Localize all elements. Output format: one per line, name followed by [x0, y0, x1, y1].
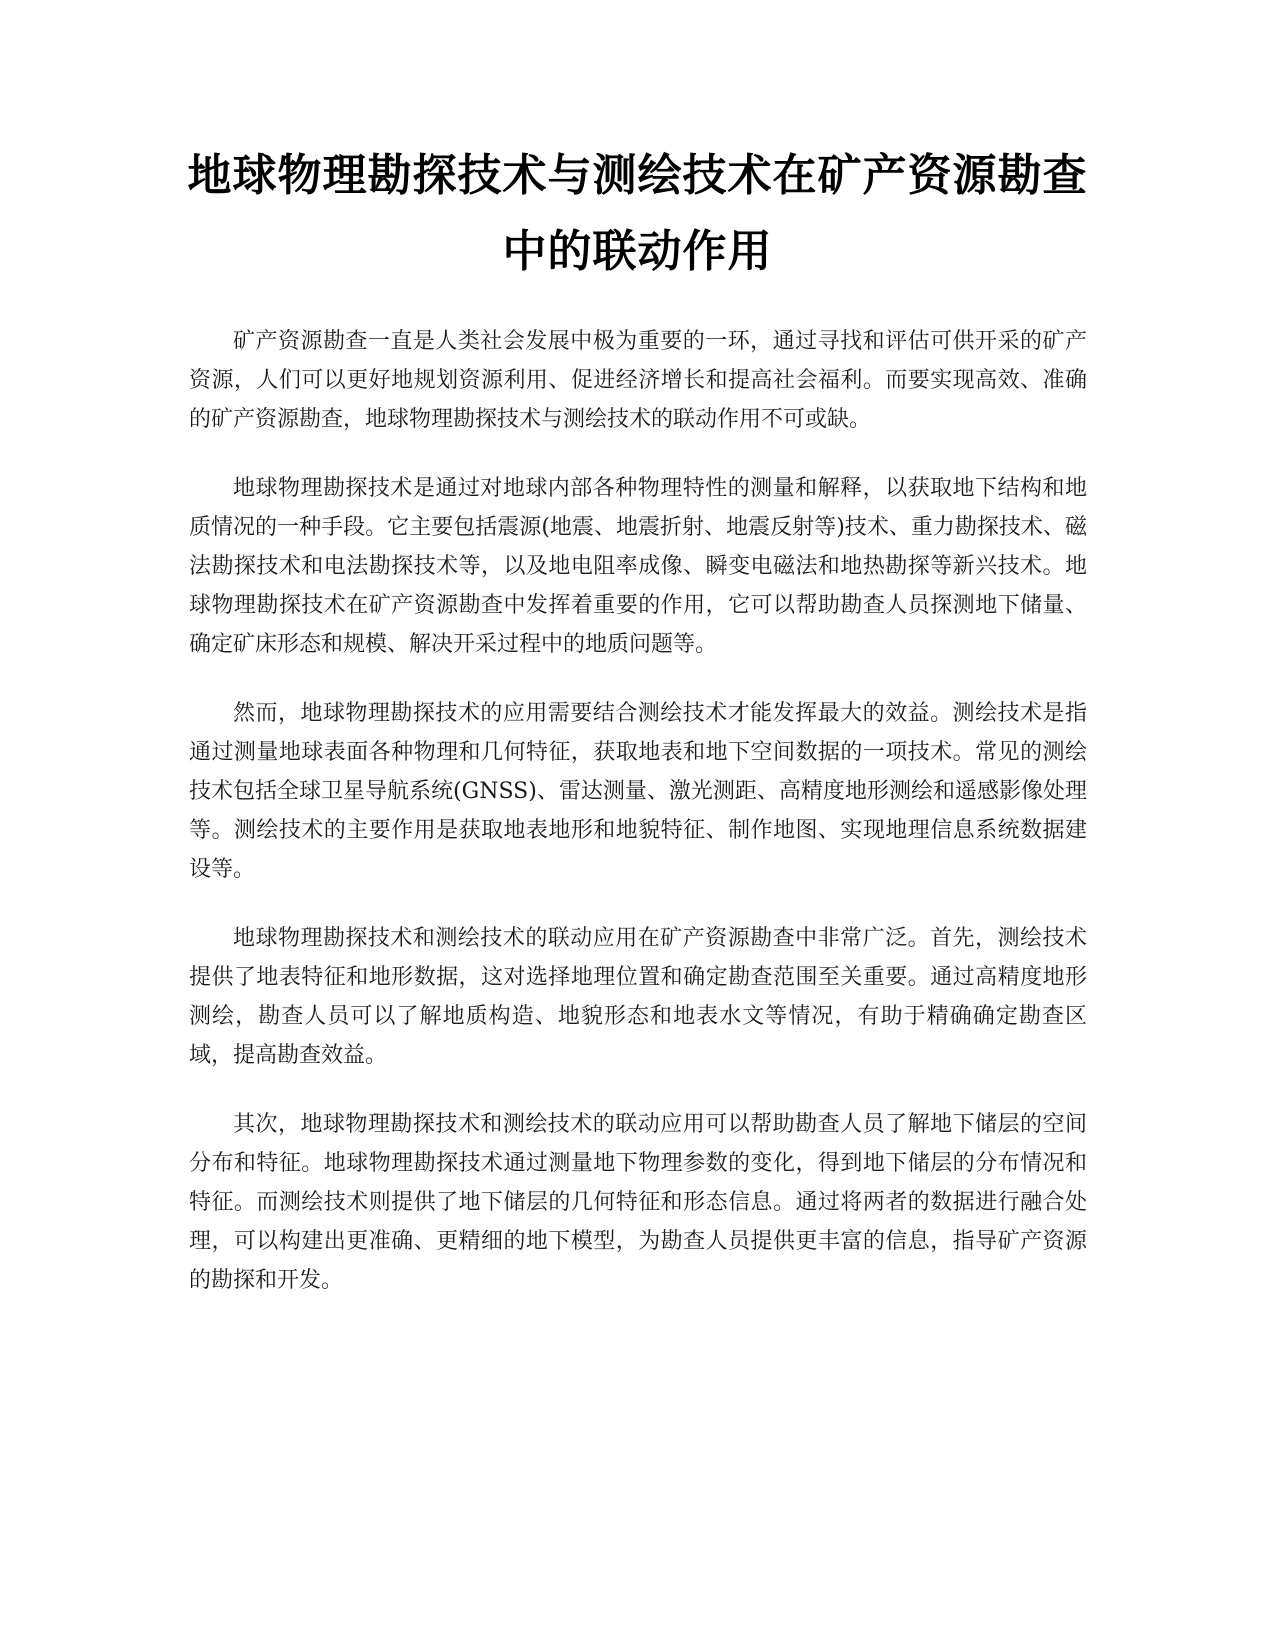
paragraph-5: 其次，地球物理勘探技术和测绘技术的联动应用可以帮助勘查人员了解地下储层的空间分布和特征。地球物理勘探技术通过测量地下物理参数的变化，得到地下储层的分布情况和特征。而测绘技术则提供了地下储层的几何特征和形态信息。通过将两者的数据进行融合处理，可以构建出更准确、更精细的地下模型，为勘查人员提供更丰富的信息，指导矿产资源的勘探和开发。: [189, 1112, 1087, 1293]
paragraph-1: 矿产资源勘查一直是人类社会发展中极为重要的一环，通过寻找和评估可供开采的矿产资源，人们可以更好地规划资源利用、促进经济增长和提高社会福利。而要实现高效、准确的矿产资源勘查，地球物理勘探技术与测绘技术的联动作用不可或缺。: [189, 329, 1087, 432]
paragraph-3: 然而，地球物理勘探技术的应用需要结合测绘技术才能发挥最大的效益。测绘技术是指通过测量地球表面各种物理和几何特征，获取地表和地下空间数据的一项技术。常见的测绘技术包括全球卫星导航系统(GNSS)、雷达测量、激光测距、高精度地形测绘和遥感影像处理等。测绘技术的主要作用是获取地表地形和地貌特征、制作地图、实现地理信息系统数据建设等。: [189, 701, 1087, 882]
paragraph-4: 地球物理勘探技术和测绘技术的联动应用在矿产资源勘查中非常广泛。首先，测绘技术提供了地表特征和地形数据，这对选择地理位置和确定勘查范围至关重要。通过高精度地形测绘，勘查人员可以了解地质构造、地貌形态和地表水文等情况，有助于精确确定勘查区域，提高勘查效益。: [189, 926, 1087, 1068]
document-body: [189, 322, 1087, 1330]
paragraph-2: 地球物理勘探技术是通过对地球内部各种物理特性的测量和解释，以获取地下结构和地质情况的一种手段。它主要包括震源(地震、地震折射、地震反射等)技术、重力勘探技术、磁法勘探技术和电法勘探技术等，以及地电阻率成像、瞬变电磁法和地热勘探等新兴技术。地球物理勘探技术在矿产资源勘查中发挥着重要的作用，它可以帮助勘查人员探测地下储量、确定矿床形态和规模、解决开采过程中的地质问题等。: [189, 476, 1087, 657]
document-title: 地球物理勘探技术与测绘技术在矿产资源勘查中的联动作用: [187, 150, 1088, 277]
